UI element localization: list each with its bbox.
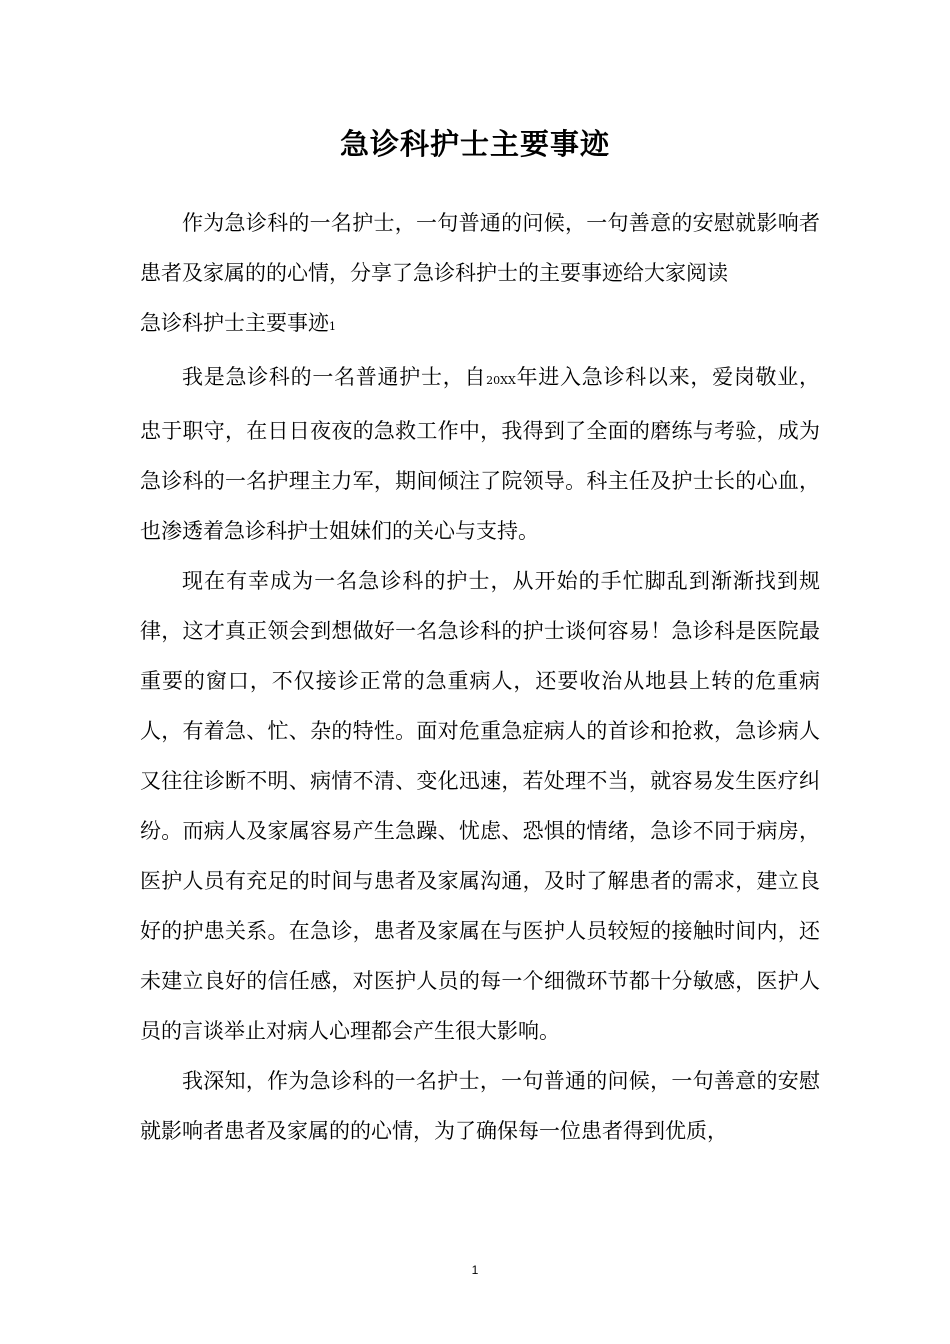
document-title: 急诊科护士主要事迹 xyxy=(339,127,610,161)
paragraph-1-year: 20XX xyxy=(486,374,516,387)
section-heading-text: 急诊科护士主要事迹 xyxy=(140,311,329,335)
paragraph-2: 现在有幸成为一名急诊科的护士，从开始的手忙脚乱到渐渐找到规律，这才真正领会到想做好一名急诊科的护士谈何容易！急诊科是医院最重要的窗口，不仅接诊正常的急重病人，还要收治从地县上转的危重病人，有着急、忙、杂的特性。面对危重急症病人的首诊和抢救，急诊病人又往往诊断不明、病情不清、变化迅速，若处理不当，就容易发生医疗纠纷。而病人及家属容易产生急躁、忧虑、恐惧的情绪，急诊不同于病房，医护人员有充足的时间与患者及家属沟通，及时了解患者的需求，建立良好的护患关系。在急诊，患者及家属在与医护人员较短的接触时间内，还未建立良好的信任感，对医护人员的每一个细微环节都十分敏感，医护人员的言谈举止对病人心理都会产生很大影响。 xyxy=(140,569,820,1043)
paragraph-1-text-b: 年进入急诊科以来，爱岗敬业，忠于职守，在日日夜夜的急救工作中，我得到了全面的磨练与考验，成为急诊科的一名护理主力军，期间倾注了院领导。科主任及护士长的心血，也渗透着急诊科护士姐妹们的关心与支持。 xyxy=(140,365,821,543)
section-heading-number: 1 xyxy=(329,320,336,333)
section-heading xyxy=(140,298,820,352)
intro-paragraph xyxy=(140,198,820,298)
paragraph-3: 我深知，作为急诊科的一名护士，一句普通的问候，一句善意的安慰就影响者患者及家属的的心情，为了确保每一位患者得到优质， xyxy=(140,1069,820,1143)
page-number: 1 xyxy=(471,1263,479,1277)
intro-text: 作为急诊科的一名护士，一句普通的问候，一句善意的安慰就影响者患者及家属的的心情，分享了急诊科护士的主要事迹给大家阅读 xyxy=(140,211,820,285)
paragraph-1-text-a: 我是急诊科的一名普通护士，自 xyxy=(182,365,487,389)
document-body xyxy=(140,198,820,1156)
paragraph-1 xyxy=(140,352,820,556)
